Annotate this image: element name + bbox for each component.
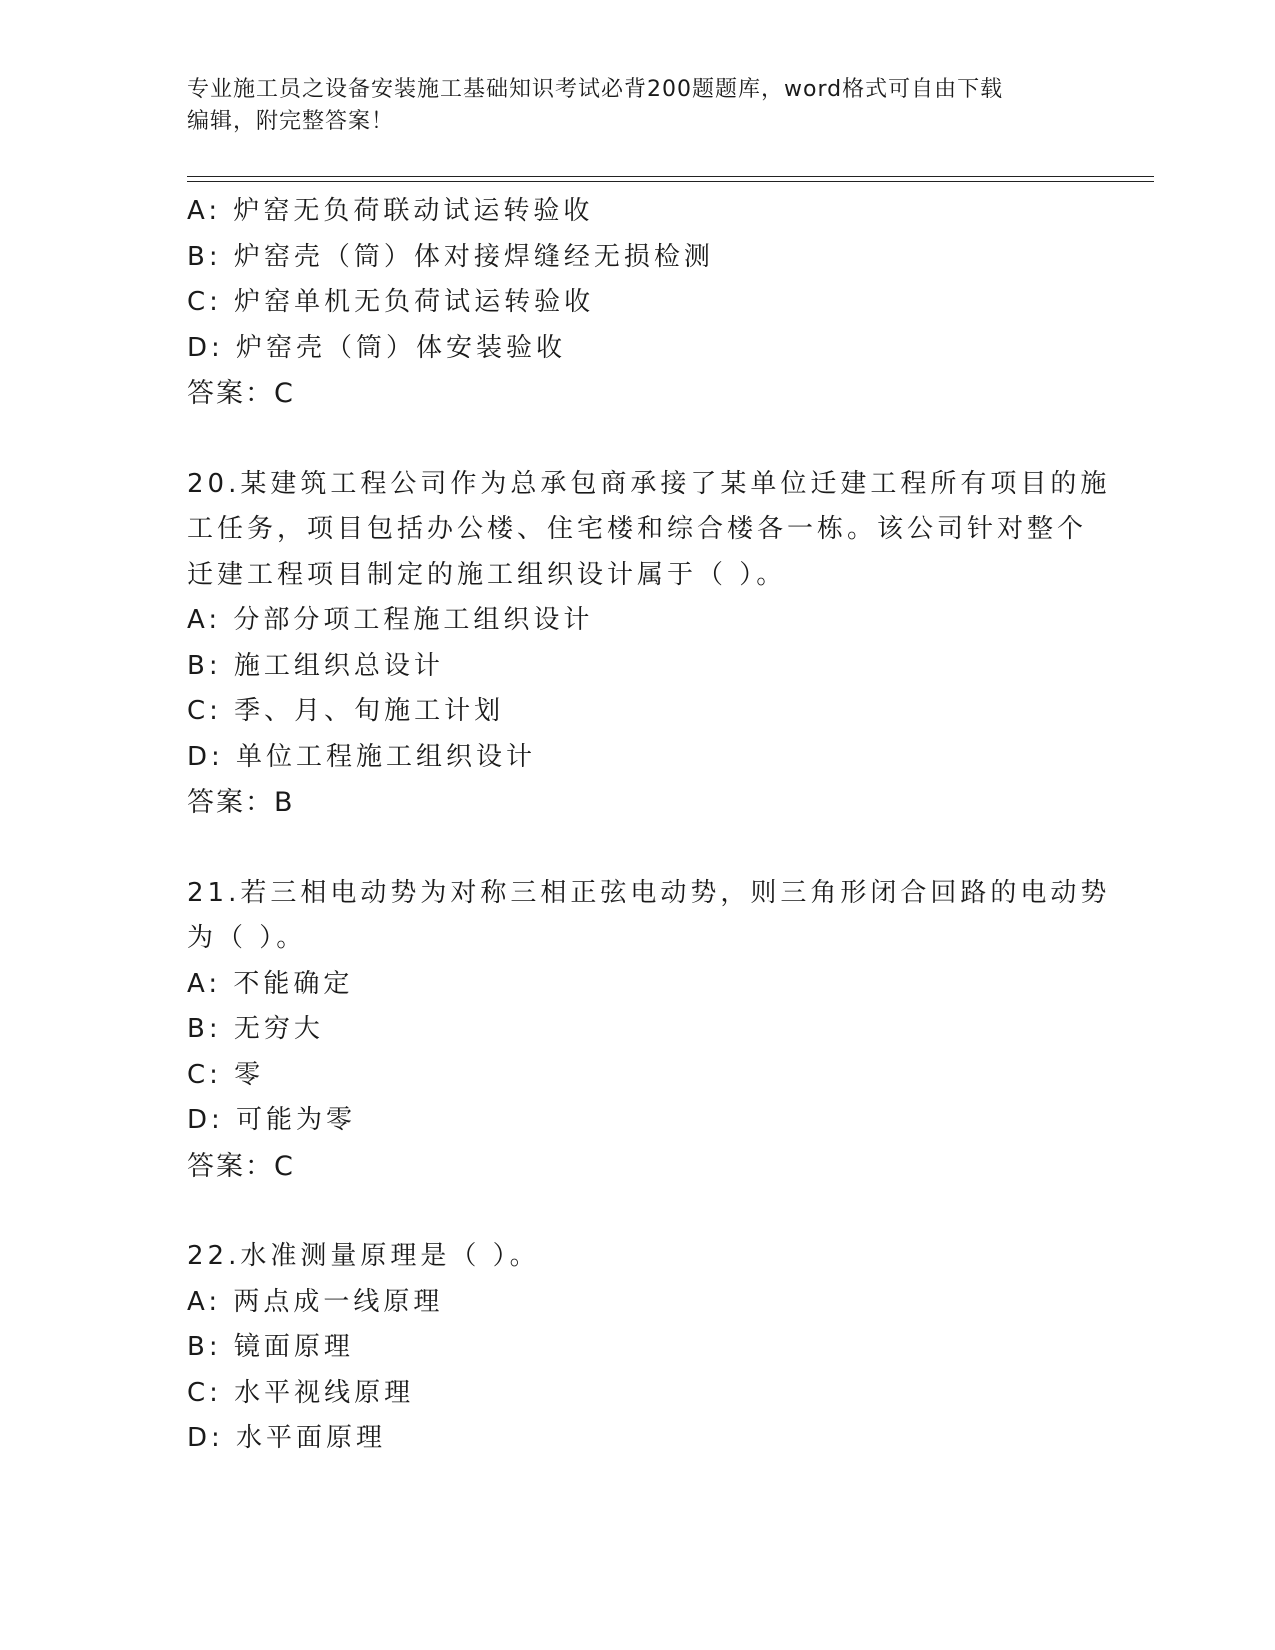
- header-divider-bottom: [187, 181, 1154, 182]
- question-text-line: 21.若三相电动势为对称三相正弦电动势，则三角形闭合回路的电动势: [187, 877, 1111, 908]
- option-c: C: 季、月、旬施工计划: [187, 696, 505, 726]
- option-d: D: 水平面原理: [187, 1423, 387, 1453]
- option-c: C: 零: [187, 1059, 265, 1090]
- question-text-line: 为（ ）。: [187, 923, 307, 953]
- question-20: [187, 462, 1111, 826]
- option-c: C: 水平视线原理: [187, 1377, 415, 1408]
- option-a: A: 分部分项工程施工组织设计: [187, 605, 594, 635]
- option-d: D: 单位工程施工组织设计: [187, 741, 537, 772]
- header-title-line-1: 专业施工员之设备安装施工基础知识考试必背200题题库，word格式可自由下载: [187, 77, 1004, 102]
- document-header: [187, 74, 1087, 138]
- answer: 答案：B: [187, 787, 295, 818]
- option-a: A: 炉窑无负荷联动试运转验收: [187, 196, 594, 226]
- option-d: D: 炉窑壳（筒）体安装验收: [187, 332, 567, 363]
- answer: 答案：C: [187, 378, 295, 409]
- question-21: [187, 871, 1111, 1190]
- answer: 答案：C: [187, 1150, 295, 1182]
- option-a: A: 不能确定: [187, 968, 354, 999]
- question-text-line: 工任务，项目包括办公楼、住宅楼和综合楼各一栋。该公司针对整个: [187, 514, 1088, 544]
- option-b: B: 炉窑壳（筒）体对接焊缝经无损检测: [187, 241, 714, 272]
- option-d: D: 可能为零: [187, 1105, 357, 1135]
- header-divider-top: [187, 176, 1154, 177]
- option-b: B: 镜面原理: [187, 1332, 354, 1362]
- question-text-line: 20.某建筑工程公司作为总承包商承接了某单位迁建工程所有项目的施: [187, 468, 1111, 499]
- question-list: [187, 189, 1111, 1462]
- question-19-continued: [187, 189, 1087, 417]
- option-b: B: 施工组织总设计: [187, 650, 444, 681]
- option-b: B: 无穷大: [187, 1014, 324, 1044]
- question-text-line: 22.水准测量原理是（ ）。: [187, 1241, 540, 1271]
- header-title-line-2: 编辑，附完整答案！: [187, 109, 395, 134]
- option-c: C: 炉窑单机无负荷试运转验收: [187, 287, 595, 317]
- question-text-line: 迁建工程项目制定的施工组织设计属于（ ）。: [187, 559, 787, 590]
- option-a: A: 两点成一线原理: [187, 1286, 444, 1317]
- question-22: [187, 1234, 1087, 1462]
